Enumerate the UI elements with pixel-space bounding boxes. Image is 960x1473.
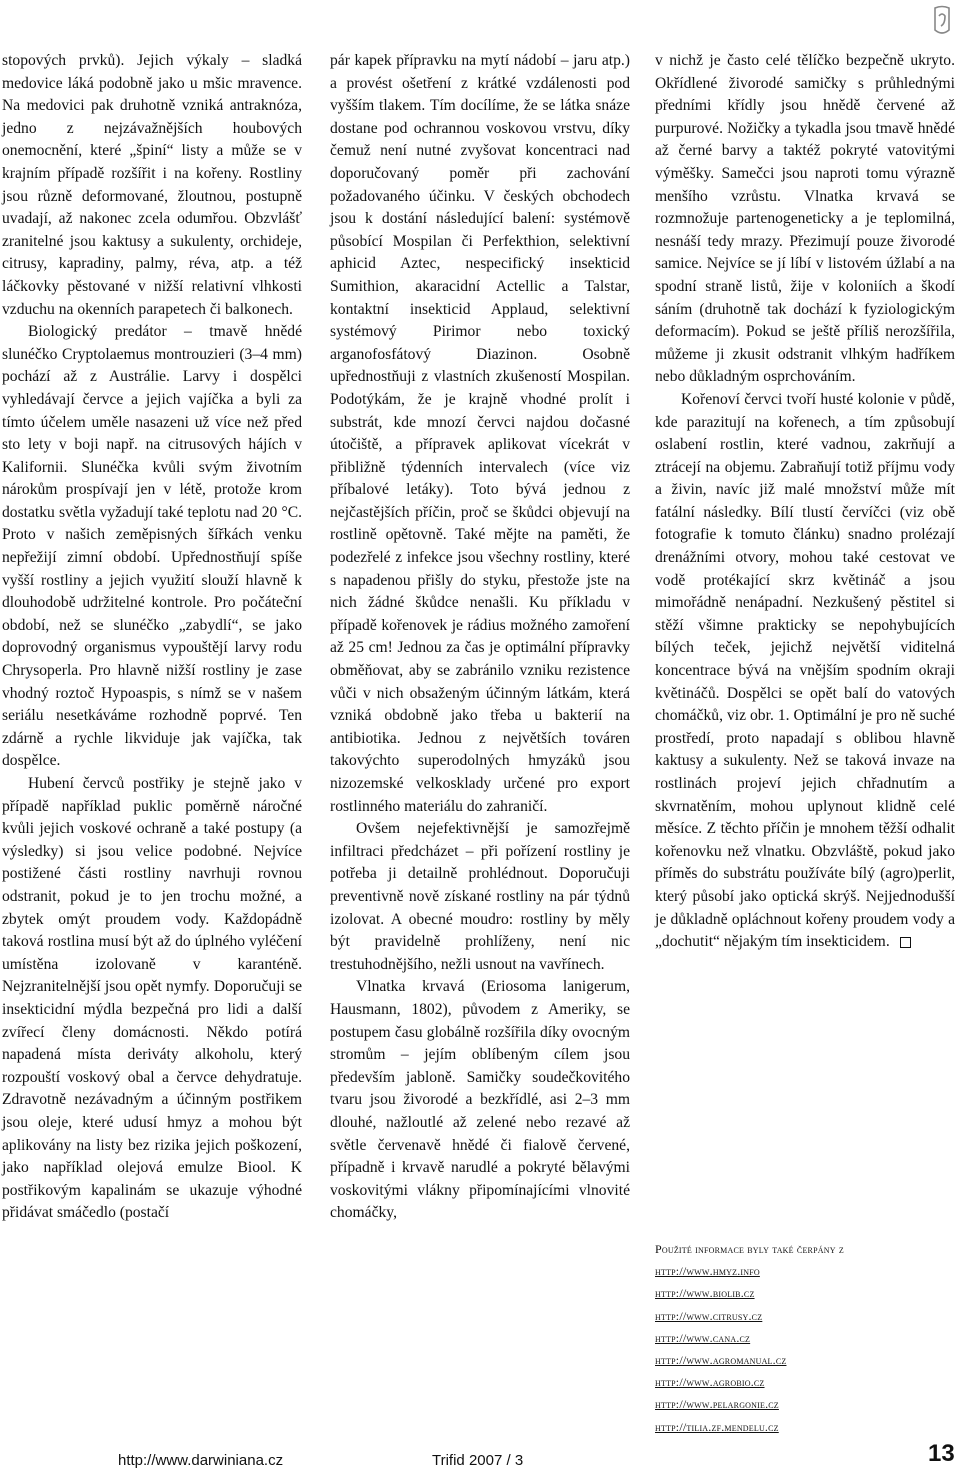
paragraph: Ovšem nejefektivnější je samozřejmě infiltraci předcházet – při pořízení rostliny je potřeba ji detailně prohlédnout. Doporučuji preventivně nově získané rostliny na pár týdnů izolovat. A obecné moudro: rostliny by měly být pravidelně prohlíženy, není nic trestuhodnějšího, nežli usnout na vavřínech.: [330, 820, 630, 973]
paragraph: pár kapek přípravku na mytí nádobí – jaru atp.) a provést ošetření z krátké vzdálenosti pod vyšším tlakem. Tím docílíme, že se látka snáze dostane pod ochrannou voskovou vrstvu, díky čemuž není nutné zvyšovat koncentraci nad doporučovaný poměr při zachování požadovaného účinku. V českých obchodech jsou k dostání následující balení: systémově působící Mospilan či Perfekthion, selektivní aphicid Aztec, nespecifický insekticid Sumithion, akaracidní Actellic a Talstar, kontaktní insekticid Applaud, selektivní systémový Pirimor nebo toxický arganofosfátový Diazinon. Osobně upřednostňuji z vlastních zkušeností Mospilan. Podotýkám, že je krajně vhodné prolít i substrát, kde mnozí červci najdou dočasné útočiště, a přípravek aplikovat vícekrát v přibližně týdenních intervalech (více viz příbalové letáky). Toto bývá jednou z nejčastějších příčin, proč se škůdci objevují na rostlině opětovně. Také mějte na paměti, že podezřelé z infekce jsou všechny rostliny, které s napadenou přišly do styku, přestože jste na nich žádné škůdce nenašli. Ku příkladu v případě kořenovek je rádius možného zamoření až 25 cm! Jednou za čas je optimální přípravky obměňovat, aby se zabránilo vzniku rezistence vůči v nich obsaženým účinným látkám, která vzniká obdobně jako třeba u bakterií na antibiotika. Jednou z největších továren takovýchto superodolných hmyzáků jsou nizozemské velkosklady určené pro export rostlinného materiálu do zahraničí.: [330, 52, 630, 815]
paragraph: [655, 389, 955, 954]
paragraph: Biologický predátor – tmavě hnědé slunéčko Cryptolaemus montrouzieri (3–4 mm) pochází až z Austrálie. Larvy i dospělci vyhledávají červce a jejich vajíčka a byli za tímto účelem uměle nasazeni už více než před sto lety v boji např. na citrusových hájích v Kalifornii. Slunéčka kvůli svým životním nárokům prospívají jen v létě, protože krom dostatku světla vyžadují také teplotu nad 20 °C. Proto v našich zeměpisných šířkách venku nepřežijí zimní období. Upřednostňují spíše vyšší rostliny a jejich využití slouží hlavně k dlouhodobě udržitelné kontrole. Pro počáteční období, než se slunéčko „zabydlí“, se jako doprovodný organismus vypouštějí larvy rodu Chrysoperla. Pro hlavně nižší rostliny je zase vhodný roztoč Hypoaspis, s nímž se v našem seriálu nesetkáváme rozhodně poprvé. Ten zdárně a rychle likviduje jak vajíčka, tak dospělce.: [2, 323, 302, 770]
source-link[interactable]: http://www.agrobio.cz: [655, 1375, 765, 1390]
sources-heading: Použité informace byly také čerpány z: [655, 1242, 844, 1256]
source-link[interactable]: http://www.pelargonie.cz: [655, 1397, 779, 1412]
source-link[interactable]: http://www.agromanual.cz: [655, 1353, 787, 1368]
paragraph: Hubení červců postřiky je stejně jako v případě například puklic poměrně náročné kvůli jejich voskové ochraně a také postupy (a výsledky) si jsou velice podobné. Nejvíce postižené části rostliny navrhuji rovnou odstranit, pokud je to jen trochu možné, a zbytek omýt proudem vody. Každopádně taková rostlina musí být až do úplného vyléčení umístěna izolovaně v karanténě. Nejzranitelnější jsou opět nymfy. Doporučuji se insekticidní mýdla bezpečná pro lidi a další zvířecí členy domácnosti. Někdo potírá napadená místa deriváty alkoholu, který rozpouští voskový obal a červce dehydratuje. Zdravotně nezávadným a účinným postřikem jsou oleje, které udusí hmyz a mohou být aplikovány na listy bez rizika jejich poškození, jako například olejová emulze Biool. K postřikovým kapalinám se ukazuje výhodné přidávat smáčedlo (postačí: [2, 775, 302, 1222]
footer-issue: Trifid 2007 / 3: [432, 1452, 524, 1469]
paragraph-text: Kořenoví červci tvoří husté kolonie v půdě, kde parazitují na kořenech, a tím způsobují oslabení rostlin, které vadnou, zakrňují a ztrácejí na objemu. Zabraňují totiž příjmu vody a živin, navíc již malé množství může mít fatální následky. Bílí tlustí červíčci (viz obě fotografie k tomuto článku) snadno prolézají drenážními otvory, mohou také cestovat ve vodě protékající skrz květináč a jsou mimořádně nenápadní. Nezkušený pěstitel si stěží všimne prakticky se nepohybujících bílých teček, jejichž největší viditelná koncentrace bývá na vnějším spodním okraji květináčů. Dospělci se opět balí do vatových chomáčků, viz obr. 1. Optimální je pro ně suché prostředí, proto napadají s oblibou hlavně kaktusy a sukulenty. Než se taková invaze na rostlinách projeví jejich chřadnutím a skvrnatěním, mohou uplynout klidně celé měsíce. Z těchto příčin je mnohem těžší odhalit kořenovku než vlnatku. Obzvláště, pokud jako příměs do substrátu používáte bílý (agro)perlit, který působí jako optická skrýš. Nejjednodušší je důkladně opláchnout kořeny proudem vody a „dochutit“ nějakým tím insekticidem.: [655, 390, 955, 951]
text-column-2: [330, 50, 630, 1225]
source-link[interactable]: http://www.cana.cz: [655, 1330, 751, 1345]
text-column-1: [2, 50, 302, 1225]
source-link[interactable]: http://www.biolib.cz: [655, 1286, 755, 1301]
text-column-3: [655, 50, 955, 954]
paragraph: stopových prvků). Jejich výkaly – sladká medovice láká podobně jako u mšic mravence. Na medovici pak druhotně vzniká antraknóza, jedno z nejzávažnějších houbových onemocnění, které „špiní“ listy a může se v krajním případě rozšířit i na kořeny. Rostliny jsou různě deformované, žloutnou, postupně uvadají, až nakonec zcela odumřou. Obzvlášť zranitelné jsou kaktusy a sukulenty, orchideje, citrusy, kapradiny, palmy, réva, atp. a též láčkovky pěstované v nižší relativní vlhkosti vzduchu na okenních parapetech či balkonech.: [2, 52, 302, 318]
publisher-logo-icon: [930, 4, 954, 38]
paragraph: Vlnatka krvavá (Eriosoma lanigerum, Hausmann, 1802), původem z Ameriky, se postupem času globálně rozšířila díky ovocným stromům – jejím oblíbeným cílem jsou především jabloně. Samičky soudečkovitého tvaru jsou živorodé a bezkřídlé, asi 2–3 mm dlouhé, nažloutlé až zelené nebo rezavé až světle červenavě hnědé či fialově červené, případně i krvavě narudlé a pokryté bělavými voskovitými vlákny připomínajícími vlnovité chomáčky,: [330, 978, 630, 1222]
source-link[interactable]: http://tilia.zf.mendelu.cz: [655, 1419, 779, 1434]
paragraph: v nichž je často celé tělíčko bezpečně ukryto. Okřídlené živorodé samičky s průhlednými předními křídly jsou hnědě červené až purpurové. Nožičky a tykadla jsou tmavě hnědé až černé barvy a taktéž pokryté vatovitými výměšky. Samečci jsou naproti tomu výrazně menšího vzrůstu. Vlnatka krvavá se rozmnožuje partenogeneticky a je teplomilná, nesnáší tedy mrazy. Přezimují pouze živorodé samice. Nejvíce se jí líbí v listovém úžlabí a na spodní straně listů, žije v koloniích a škodí sáním (druhotně tak dochází k fyziologickým deformacím). Pokud se ještě příliš nerozšířila, můžeme ji zkusit odstranit vlhkým hadříkem nebo důkladným osprchováním.: [655, 52, 955, 386]
source-link[interactable]: http://www.citrusy.cz: [655, 1308, 763, 1323]
end-of-article-icon: [900, 937, 911, 948]
footer-url[interactable]: http://www.darwiniana.cz: [118, 1452, 284, 1469]
source-link[interactable]: http://www.hmyz.info: [655, 1264, 760, 1279]
sources-box: [655, 1238, 955, 1438]
page-number: 13: [928, 1440, 955, 1467]
